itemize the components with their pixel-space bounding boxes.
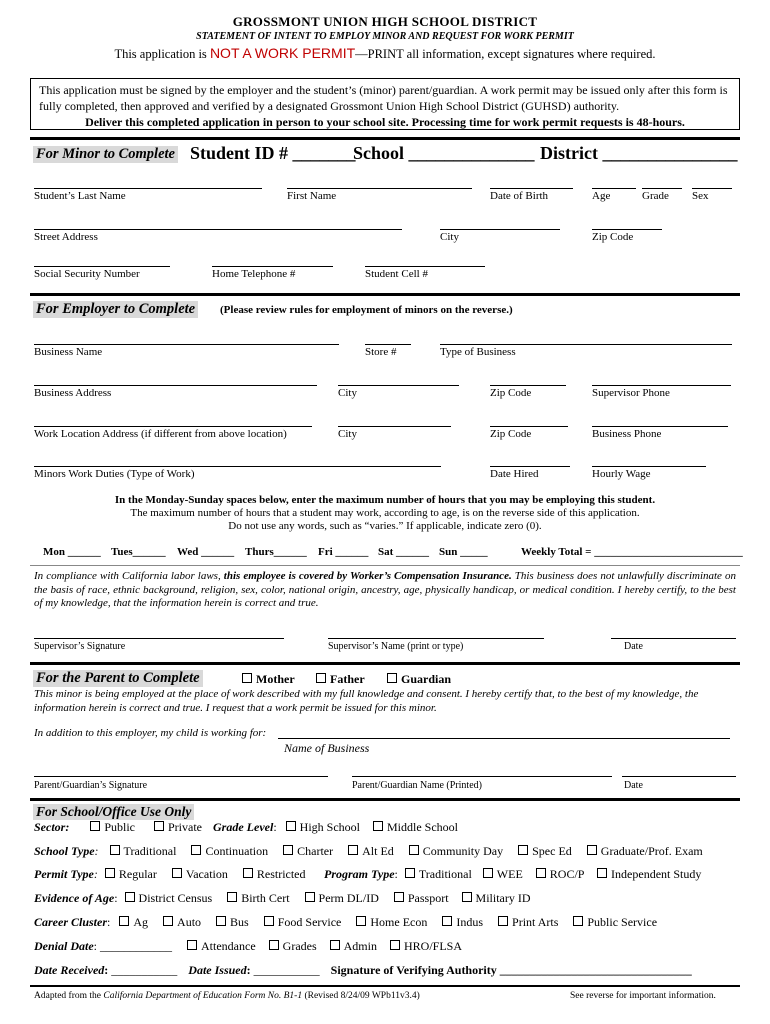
street-label: Street Address [34, 231, 98, 243]
career-bus-label: Bus [230, 915, 249, 929]
grade-high-school-label: High School [299, 820, 360, 834]
denial-admin[interactable] [328, 939, 377, 953]
evidence-military-id-label: Military ID [475, 891, 531, 905]
evidence-passport-label: Passport [407, 891, 449, 905]
date-hired-label: Date Hired [490, 468, 539, 480]
dob-input[interactable] [490, 188, 573, 189]
evidence-birth-cert[interactable] [225, 891, 289, 905]
permit-regular-checkbox[interactable] [105, 868, 115, 878]
evidence-perm-dl-label: Perm DL/ID [318, 891, 379, 905]
additional-employer-input[interactable] [278, 738, 730, 739]
career-bus-checkbox[interactable] [216, 916, 226, 926]
school-type-spec-ed[interactable] [516, 844, 572, 858]
dob-label: Date of Birth [490, 190, 549, 202]
hourly-wage-input[interactable] [592, 466, 706, 467]
section-divider-parent [30, 662, 740, 665]
date-received-input[interactable]: ___________ [111, 963, 178, 977]
career-auto-label: Auto [177, 915, 202, 929]
denial-attendance-label: Attendance [201, 939, 256, 953]
business-phone-label: Business Phone [592, 428, 662, 440]
parent-signature-line[interactable] [34, 776, 328, 777]
name-of-business-label: Name of Business [284, 741, 370, 755]
father-option[interactable] [314, 672, 365, 687]
permit-type-label: Permit Type [34, 867, 94, 881]
age-label: Age [592, 190, 611, 202]
permit-restricted-label: Restricted [256, 867, 306, 881]
evidence-passport[interactable] [392, 891, 449, 905]
school-type-spec-ed-label: Spec Ed [532, 844, 572, 858]
ssn-label: Social Security Number [34, 268, 140, 280]
evidence-district-census-checkbox[interactable] [125, 892, 135, 902]
application-suffix: —PRINT all information, except signatures where required. [355, 47, 656, 61]
evidence-label: Evidence of Age [34, 891, 115, 905]
evidence-perm-dl[interactable] [303, 891, 379, 905]
career-home-econ-checkbox[interactable] [356, 916, 366, 926]
store-label: Store # [365, 346, 397, 358]
office-section-heading: For School/Office Use Only [33, 804, 194, 820]
footer-divider [30, 985, 740, 987]
permit-regular-label: Regular [118, 867, 157, 881]
first-name-input[interactable] [287, 188, 472, 189]
zip-input[interactable] [592, 229, 662, 230]
evidence-military-id[interactable] [460, 891, 531, 905]
home-tel-input[interactable] [212, 266, 333, 267]
evidence-row: Evidence of Age: District Census Birth Cert Perm DL/ID Passport Military ID [34, 891, 531, 905]
school-type-continuation-checkbox[interactable] [191, 845, 201, 855]
career-public-service-label: Public Service [587, 915, 658, 929]
sector-label: Sector: [34, 820, 70, 834]
supervisor-date-label: Date [624, 641, 643, 652]
denial-hro-flsa-checkbox[interactable] [390, 940, 400, 950]
permit-vacation-checkbox[interactable] [172, 868, 182, 878]
sex-input[interactable] [692, 188, 732, 189]
school-field[interactable]: School ______________ [353, 143, 535, 163]
cell-label: Student Cell # [365, 268, 428, 280]
school-type-traditional-label: Traditional [123, 844, 177, 858]
career-public-service-checkbox[interactable] [573, 916, 583, 926]
zip-label: Zip Code [592, 231, 634, 243]
career-food-service-label: Food Service [277, 915, 342, 929]
business-phone-input[interactable] [592, 426, 728, 427]
footer-adapted-prefix: Adapted from the [34, 991, 104, 1001]
father-checkbox[interactable] [316, 673, 326, 683]
program-traditional-label: Traditional [418, 867, 472, 881]
career-ag[interactable] [117, 915, 148, 929]
career-print-arts[interactable] [496, 915, 558, 929]
footer-see-reverse: See reverse for important information. [570, 991, 716, 1001]
permit-restricted[interactable] [241, 867, 306, 881]
evidence-birth-cert-label: Birth Cert [241, 891, 290, 905]
compliance-statement [34, 570, 736, 611]
guardian-option[interactable] [385, 672, 451, 687]
school-type-charter-label: Charter [297, 844, 334, 858]
school-type-graduate-exam-label: Graduate/Prof. Exam [600, 844, 703, 858]
evidence-passport-checkbox[interactable] [394, 892, 404, 902]
parent-name-label: Parent/Guardian Name (Printed) [352, 780, 482, 791]
career-food-service[interactable] [262, 915, 342, 929]
career-home-econ[interactable] [354, 915, 427, 929]
school-type-continuation-label: Continuation [205, 844, 269, 858]
program-roc-p-checkbox[interactable] [536, 868, 546, 878]
form-subtitle: STATEMENT OF INTENT TO EMPLOY MINOR AND REQUEST FOR WORK PERMIT [196, 31, 574, 42]
sector-private-checkbox[interactable] [154, 821, 164, 831]
denial-date-label: Denial Date [34, 939, 94, 953]
program-type-label: Program Type [324, 867, 395, 881]
business-type-label: Type of Business [440, 346, 516, 358]
tuesday-hours[interactable]: Tues______ [111, 546, 166, 558]
sector-public[interactable] [88, 820, 135, 834]
date-issued-label: Date Issued [188, 963, 247, 977]
career-public-service[interactable] [571, 915, 657, 929]
age-input[interactable] [592, 188, 636, 189]
employer-section-heading: For Employer to Complete [33, 301, 198, 318]
school-type-graduate-exam[interactable] [585, 844, 703, 858]
compliance-body: This business does not unlawfully discriminate on the basis of race, ethnic background, religion, sex, color, national origin, ancestry, age, physically handicap, or medical condition. I hereby certify, to the best of my knowledge, that the information herein is correct and true. [34, 570, 736, 609]
grade-label: Grade [642, 190, 669, 202]
business-zip-input[interactable] [490, 385, 566, 386]
street-input[interactable] [34, 229, 402, 230]
program-type-row: Program Type: Traditional WEE ROC/P Independent Study [324, 867, 702, 881]
program-wee[interactable] [481, 867, 523, 881]
date-issued-input[interactable]: ___________ [253, 963, 320, 977]
additional-employer-label: In addition to this employer, my child is working for: [34, 727, 267, 739]
delivery-instructions: Deliver this completed application in person to your school site. Processing time for work permit requests is 48-hours. [85, 115, 685, 129]
work-location-label: Work Location Address (if different from above location) [34, 428, 287, 440]
denial-admin-label: Admin [343, 939, 377, 953]
cell-input[interactable] [365, 266, 485, 267]
grade-middle-school-checkbox[interactable] [373, 821, 383, 831]
supervisor-signature-label: Supervisor’s Signature [34, 641, 126, 652]
footer-source-form: California Department of Education Form No. B1-1 [103, 991, 303, 1001]
city-input[interactable] [440, 229, 560, 230]
grade-middle-school-label: Middle School [387, 820, 458, 834]
application-prefix: This application is [114, 47, 210, 61]
school-type-label: School Type [34, 844, 95, 858]
grade-middle-school[interactable] [371, 820, 458, 834]
footer-revision: (Revised 8/24/09 WPb11v3.4) [302, 991, 420, 1001]
sunday-hours[interactable]: Sun _____ [439, 546, 488, 558]
business-zip-label: Zip Code [490, 387, 532, 399]
program-independent-study-label: Independent Study [611, 867, 702, 881]
instructions-box [30, 78, 740, 130]
denial-row: Denial Date: ____________ Attendance Grades Admin HRO/FLSA [34, 939, 462, 953]
program-wee-label: WEE [496, 867, 523, 881]
father-label: Father [330, 672, 365, 686]
career-food-service-checkbox[interactable] [264, 916, 274, 926]
evidence-birth-cert-checkbox[interactable] [227, 892, 237, 902]
work-zip-input[interactable] [490, 426, 568, 427]
program-roc-p-label: ROC/P [549, 867, 585, 881]
career-auto[interactable] [161, 915, 201, 929]
date-hired-input[interactable] [490, 466, 570, 467]
denial-attendance-checkbox[interactable] [187, 940, 197, 950]
program-wee-checkbox[interactable] [483, 868, 493, 878]
work-city-input[interactable] [338, 426, 451, 427]
district-field[interactable]: District _______________ [540, 143, 738, 163]
career-print-arts-label: Print Arts [512, 915, 559, 929]
compliance-intro: In compliance with California labor laws, [34, 570, 224, 582]
mother-checkbox[interactable] [242, 673, 252, 683]
grade-level-label: Grade Level [213, 820, 274, 834]
evidence-district-census[interactable] [123, 891, 213, 905]
permit-restricted-checkbox[interactable] [243, 868, 253, 878]
compliance-insurance: this employee is covered by Worker’s Compensation Insurance. [223, 570, 512, 582]
denial-grades-checkbox[interactable] [269, 940, 279, 950]
issuance-row: Date Received: ___________ Date Issued: ___________ Signature of Verifying Authority ________________________________ [34, 963, 692, 977]
school-type-alt-ed[interactable] [346, 844, 394, 858]
application-note [0, 45, 770, 62]
last-name-label: Student’s Last Name [34, 190, 126, 202]
career-cluster-label: Career Cluster [34, 915, 108, 929]
program-roc-p[interactable] [534, 867, 584, 881]
grade-level-row: Grade Level: High School Middle School [213, 820, 458, 834]
school-type-community-day[interactable] [407, 844, 503, 858]
school-type-charter-checkbox[interactable] [283, 845, 293, 855]
business-address-label: Business Address [34, 387, 112, 399]
instructions-text: This application must be signed by the employer and the student’s (minor) parent/guardian. A work permit may be issued only after this form is fully completed, then approved and verified by a designated Grossmont Union High School District (GUHSD) authority. [39, 83, 728, 113]
denial-grades-label: Grades [282, 939, 317, 953]
evidence-perm-dl-checkbox[interactable] [305, 892, 315, 902]
career-auto-checkbox[interactable] [163, 916, 173, 926]
supervisor-signature-line[interactable] [34, 638, 284, 639]
career-ag-label: Ag [133, 915, 149, 929]
career-bus[interactable] [214, 915, 249, 929]
home-tel-label: Home Telephone # [212, 268, 296, 280]
student-id-field[interactable]: Student ID # _______ [190, 143, 356, 163]
work-city-label: City [338, 428, 357, 440]
supervisor-name-input[interactable] [328, 638, 544, 639]
hourly-wage-label: Hourly Wage [592, 468, 651, 480]
grade-high-school[interactable] [284, 820, 360, 834]
denial-hro-flsa[interactable] [388, 939, 462, 953]
first-name-label: First Name [287, 190, 337, 202]
saturday-hours[interactable]: Sat ______ [378, 546, 430, 558]
business-city-label: City [338, 387, 357, 399]
business-city-input[interactable] [338, 385, 459, 386]
verifying-signature-field[interactable]: Signature of Verifying Authority ________________________________ [330, 963, 692, 977]
hours-divider [30, 565, 740, 566]
career-indus-checkbox[interactable] [442, 916, 452, 926]
sector-private[interactable] [152, 820, 202, 834]
school-type-row: School Type: Traditional Continuation Charter Alt Ed Community Day Spec Ed Graduate/Prof. Exam [34, 844, 703, 858]
sector-public-label: Public [104, 820, 135, 834]
school-type-continuation[interactable] [189, 844, 268, 858]
denial-attendance[interactable] [185, 939, 256, 953]
permit-vacation[interactable] [170, 867, 228, 881]
business-type-input[interactable] [440, 344, 732, 345]
school-type-traditional[interactable] [108, 844, 177, 858]
sector-public-checkbox[interactable] [90, 821, 100, 831]
parent-signature-label: Parent/Guardian’s Signature [34, 780, 148, 791]
school-type-spec-ed-checkbox[interactable] [518, 845, 528, 855]
hours-instructions-3: Do not use any words, such as “varies.” If applicable, indicate zero (0). [228, 520, 542, 532]
program-traditional-checkbox[interactable] [405, 868, 415, 878]
parent-date-input[interactable] [622, 776, 736, 777]
evidence-military-id-checkbox[interactable] [462, 892, 472, 902]
guardian-label: Guardian [401, 672, 452, 686]
business-name-input[interactable] [34, 344, 339, 345]
parent-date-label: Date [624, 780, 643, 791]
supervisor-phone-label: Supervisor Phone [592, 387, 670, 399]
mother-option[interactable] [240, 672, 295, 687]
business-address-input[interactable] [34, 385, 317, 386]
section-divider-office [30, 798, 740, 801]
career-home-econ-label: Home Econ [370, 915, 428, 929]
denial-hro-flsa-label: HRO/FLSA [403, 939, 462, 953]
store-input[interactable] [365, 344, 411, 345]
career-indus-label: Indus [456, 915, 484, 929]
denial-date-input[interactable]: ____________ [100, 939, 173, 953]
school-type-community-day-checkbox[interactable] [409, 845, 419, 855]
parent-name-input[interactable] [352, 776, 612, 777]
friday-hours[interactable]: Fri ______ [318, 546, 369, 558]
ssn-input[interactable] [34, 266, 170, 267]
denial-grades[interactable] [267, 939, 317, 953]
career-ag-checkbox[interactable] [119, 916, 129, 926]
weekly-total[interactable]: Weekly Total = ___________________________ [521, 546, 743, 558]
district-title: GROSSMONT UNION HIGH SCHOOL DISTRICT [232, 14, 538, 29]
date-received-label: Date Received [34, 963, 105, 977]
career-cluster-row: Career Cluster: Ag Auto Bus Food Service Home Econ Indus Print Arts Public Service [34, 915, 658, 929]
mother-label: Mother [256, 672, 295, 686]
permit-vacation-label: Vacation [185, 867, 228, 881]
permit-regular[interactable] [103, 867, 157, 881]
employer-rules-note: (Please review rules for employment of minors on the reverse.) [220, 304, 513, 316]
evidence-district-census-label: District Census [138, 891, 213, 905]
business-name-label: Business Name [34, 346, 103, 358]
school-type-charter[interactable] [281, 844, 333, 858]
sector-row [34, 820, 202, 835]
school-type-alt-ed-checkbox[interactable] [348, 845, 358, 855]
school-type-community-day-label: Community Day [422, 844, 504, 858]
school-type-alt-ed-label: Alt Ed [362, 844, 394, 858]
monday-hours[interactable]: Mon ______ [43, 546, 101, 558]
supervisor-phone-input[interactable] [592, 385, 731, 386]
program-independent-study-checkbox[interactable] [597, 868, 607, 878]
sex-label: Sex [692, 190, 709, 202]
city-label: City [440, 231, 459, 243]
parent-consent: This minor is being employed at the place of work described with my full knowledge and consent. I hereby certify that, to the best of my knowledge, the information herein is correct and true. I request that a work permit be issued for this minor. [34, 688, 699, 714]
section-divider-employer [30, 293, 740, 296]
minor-section-heading: For Minor to Complete [33, 146, 178, 163]
wednesday-hours[interactable]: Wed ______ [177, 546, 235, 558]
work-duties-label: Minors Work Duties (Type of Work) [34, 468, 195, 480]
career-indus[interactable] [440, 915, 483, 929]
supervisor-name-label: Supervisor’s Name (print or type) [328, 641, 464, 652]
section-divider-minor [30, 137, 740, 140]
hours-instructions-1: In the Monday-Sunday spaces below, enter the maximum number of hours that you may be employing this student. [114, 494, 656, 506]
career-print-arts-checkbox[interactable] [498, 916, 508, 926]
grade-input[interactable] [642, 188, 682, 189]
sector-private-label: Private [168, 820, 202, 834]
footer-adapted [34, 991, 420, 1001]
work-duties-input[interactable] [34, 466, 441, 467]
school-type-graduate-exam-checkbox[interactable] [587, 845, 597, 855]
last-name-input[interactable] [34, 188, 262, 189]
not-work-permit-warning: NOT A WORK PERMIT [209, 45, 356, 61]
program-independent-study[interactable] [595, 867, 701, 881]
supervisor-date-input[interactable] [611, 638, 736, 639]
work-location-input[interactable] [34, 426, 312, 427]
grade-high-school-checkbox[interactable] [286, 821, 296, 831]
program-traditional[interactable] [403, 867, 472, 881]
thursday-hours[interactable]: Thurs______ [245, 546, 307, 558]
guardian-checkbox[interactable] [387, 673, 397, 683]
hours-instructions-2: The maximum number of hours that a student may work, according to age, is on the reverse side of this application. [130, 507, 640, 519]
parent-section-heading: For the Parent to Complete [33, 670, 203, 687]
work-zip-label: Zip Code [490, 428, 532, 440]
denial-admin-checkbox[interactable] [330, 940, 340, 950]
school-type-traditional-checkbox[interactable] [110, 845, 120, 855]
permit-type-row: Permit Type: Regular Vacation Restricted [34, 867, 306, 881]
